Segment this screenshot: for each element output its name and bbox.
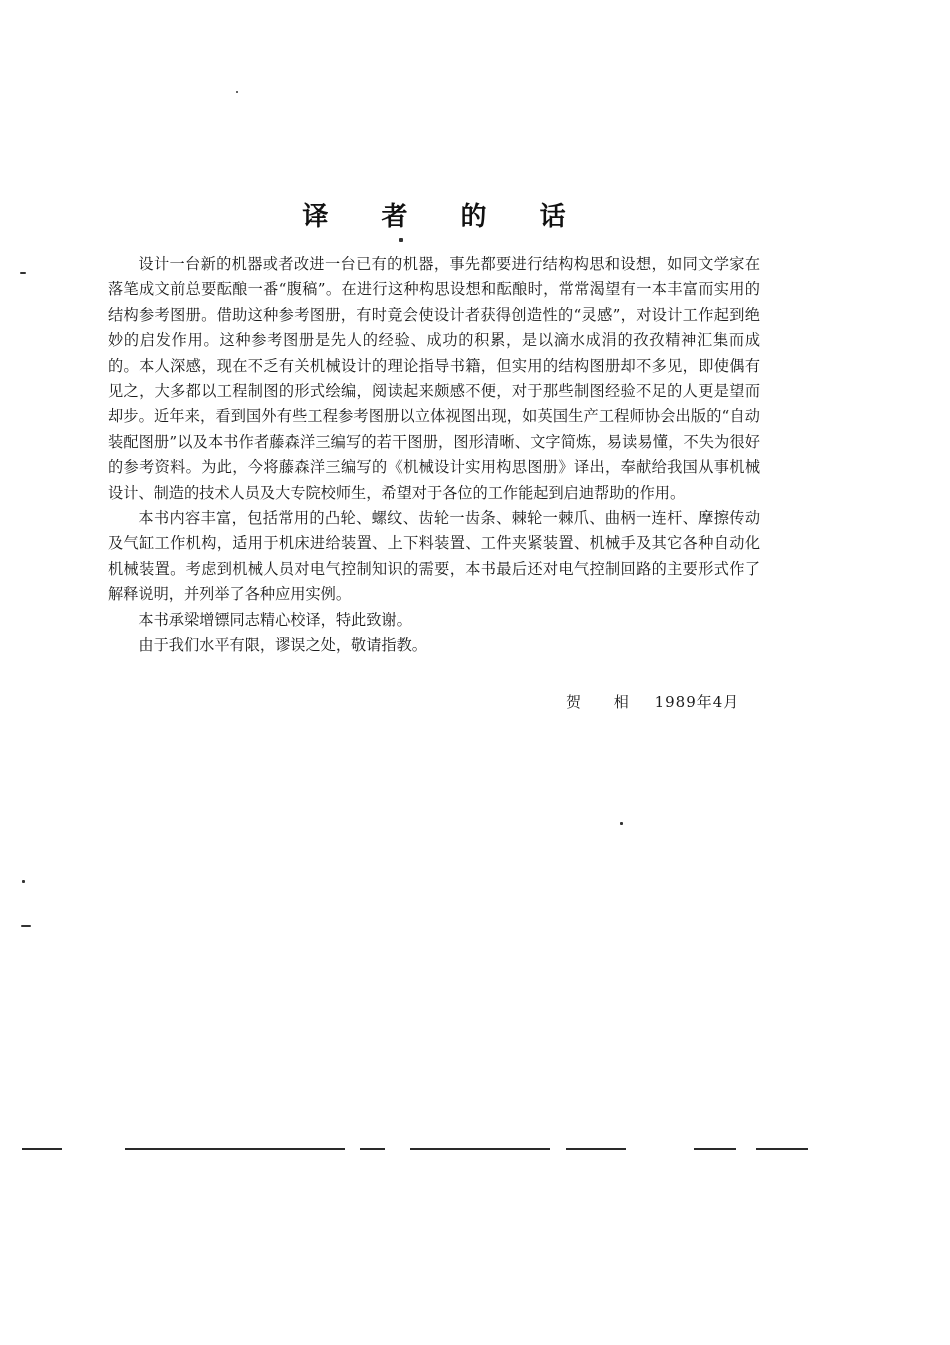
paragraph-3: 本书承梁增镖同志精心校译，特此致谢。: [138, 610, 412, 629]
scan-speck: [20, 272, 26, 274]
paragraph-1: 设计一台新的机器或者改进一台已有的机器，事先都要进行结构构思和设想，如同文学家在落笔成文前总要酝酿一番“腹稿”。在进行这种构思设想和酝酿时，常常渴望有一本丰富而实用的结构参考图册。借助这种参考图册，有时竟会使设计者获得创造性的“灵感”，对设计工作起到绝妙的启发作用。这种参考图册是先人的经验、成功的积累，是以滴水成涓的孜孜精神汇集而成的。本人深感，现在不乏有关机械设计的理论指导书籍，但实用的结构图册却不多见，即使偶有见之，大多都以工程制图的形式绘编，阅读起来颇感不便，对于那些制图经验不足的人更是望而却步。近年来，看到国外有些工程参考图册以立体视图出现，如英国生产工程师协会出版的“自动装配图册”以及本书作者藤森洋三编写的若干图册，图形清晰、文字简炼，易读易懂，不失为很好的参考资料。为此，今将藤森洋三编写的《机械设计实用构思图册》译出，奉献给我国从事机械设计、制造的技术人员及大专院校师生，希望对于各位的工作能起到启迪帮助的作用。: [108, 255, 760, 502]
scan-rule: [756, 1148, 808, 1150]
preface-body: [108, 252, 760, 659]
scan-speck: [399, 238, 403, 242]
translator-name: 贺 相: [566, 693, 643, 711]
scan-speck: [236, 91, 238, 93]
scan-rule: [694, 1148, 736, 1150]
scan-rule: [410, 1148, 550, 1150]
scan-speck: [21, 925, 31, 927]
paragraph-2: 本书内容丰富，包括常用的凸轮、螺纹、齿轮一齿条、棘轮一棘爪、曲柄一连杆、摩擦传动及气缸工作机构，适用于机床进给装置、上下料装置、工件夹紧装置、机械手及其它各种自动化机械装置。考虑到机械人员对电气控制知识的需要，本书最后还对电气控制回路的主要形式作了解释说明，并列举了各种应用实例。: [108, 509, 760, 604]
scan-rule: [566, 1148, 626, 1150]
signature-line: [566, 691, 739, 712]
paragraph-4: 由于我们水平有限，谬误之处，敬请指教。: [138, 636, 427, 655]
scan-speck: [620, 822, 623, 825]
scan-rule: [22, 1148, 62, 1150]
scan-rule: [360, 1148, 385, 1150]
signature-date: 1989年4月: [654, 693, 740, 711]
page-title: 译 者 的 话: [302, 202, 588, 232]
scan-speck: [22, 880, 25, 883]
scan-rule: [125, 1148, 345, 1150]
